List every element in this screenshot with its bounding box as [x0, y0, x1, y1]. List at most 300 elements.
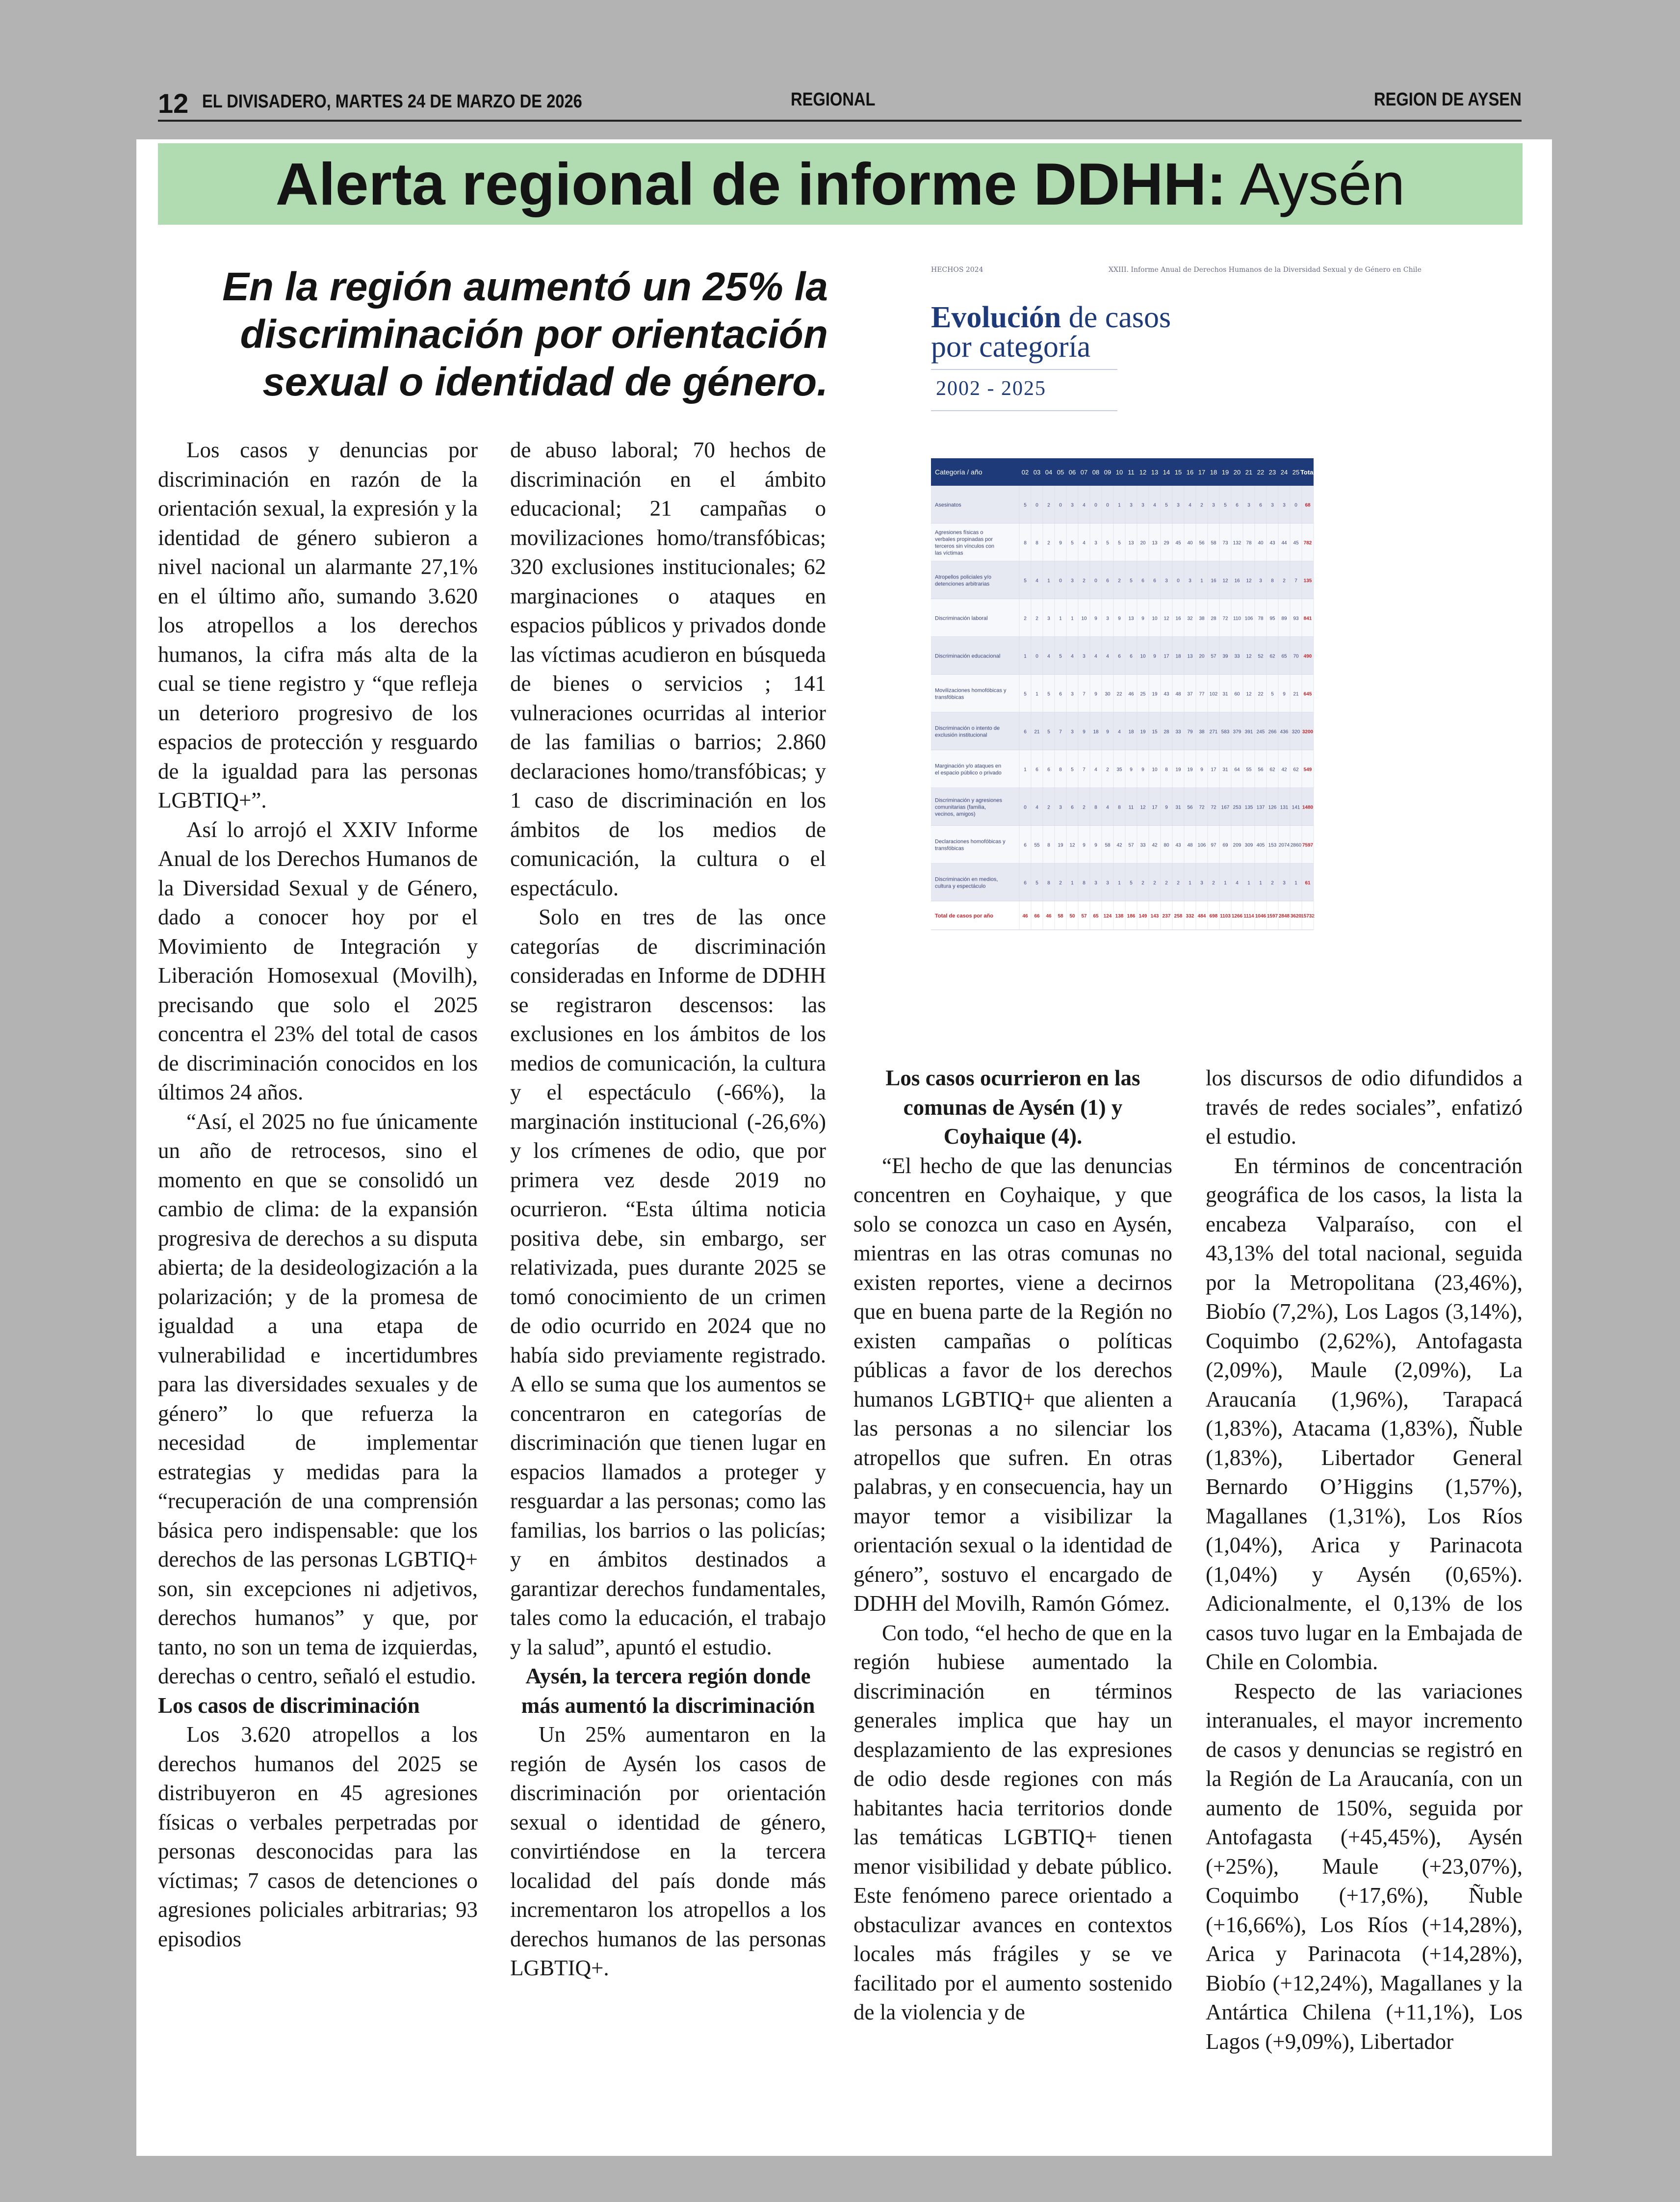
table-cell: 31 — [1222, 767, 1228, 773]
table-cell: 48 — [1187, 842, 1193, 848]
table-cell: 6 — [1059, 691, 1062, 697]
table-cell: 25 — [1140, 691, 1146, 697]
table-cell: 9 — [1094, 691, 1097, 697]
table-cell: 32 — [1187, 616, 1193, 622]
table-cell: 17 — [1211, 767, 1216, 773]
table-cell: 4 — [1083, 540, 1086, 546]
table-cell: 271 — [1209, 729, 1218, 735]
table-cell: 1 — [1047, 578, 1050, 584]
table-cell: 106 — [1197, 842, 1206, 848]
table-cell: 38 — [1199, 729, 1205, 735]
table-cell: 62 — [1293, 767, 1299, 773]
table-cell: 3 — [1212, 502, 1215, 508]
table-cell: 57 — [1128, 842, 1134, 848]
table-cell: 17 — [1163, 654, 1169, 659]
table-cell: 141 — [1292, 805, 1300, 811]
table-cell: 153 — [1268, 842, 1277, 848]
table-cell: 77 — [1199, 691, 1205, 697]
table-cell: 102 — [1209, 691, 1218, 697]
infographic-title-line2: por categoría — [931, 330, 1091, 364]
table-cell: 9 — [1059, 540, 1062, 546]
table-cell: 9 — [1118, 616, 1121, 622]
table-cell: 143 — [1150, 914, 1159, 919]
table-cell: 2848 — [1278, 914, 1290, 919]
table-cell: 5 — [1024, 578, 1027, 584]
table-cell: 3 — [1047, 616, 1050, 622]
table-cell: 11 — [1128, 805, 1134, 811]
infographic-title-rest: de casos — [1061, 301, 1171, 334]
table-cell: 1 — [1035, 691, 1038, 697]
table-row-label: verbales propinadas por — [935, 536, 993, 543]
table-corner-label: Categoría / año — [935, 468, 982, 476]
infographic-rule-2 — [931, 410, 1117, 411]
table-cell: 5 — [1271, 691, 1274, 697]
table-cell: 3 — [1283, 880, 1286, 886]
table-column-header: 06 — [1068, 469, 1076, 476]
table-row-label: comunitarias (familia, — [935, 804, 986, 811]
table-cell: 38 — [1199, 616, 1205, 622]
table-cell: 8 — [1083, 880, 1086, 886]
table-cell: 4 — [1047, 654, 1050, 659]
table-cell: 18 — [1093, 729, 1099, 735]
table-cell: 0 — [1035, 502, 1038, 508]
table-cell: 19 — [1175, 767, 1181, 773]
table-cell: 9 — [1130, 767, 1133, 773]
table-cell: 58 — [1058, 914, 1063, 919]
table-cell: 68 — [1305, 502, 1311, 508]
text-column-3 — [853, 1064, 1172, 2027]
table-cell: 3 — [1094, 540, 1097, 546]
table-row-label: detenciones arbitrarias — [935, 581, 990, 587]
table-cell: 698 — [1209, 914, 1218, 919]
table-cell: 6 — [1035, 767, 1038, 773]
table-cell: 80 — [1163, 842, 1169, 848]
paragraph: Así lo arrojó el XXIV Informe Anual de los Derechos Humanos de la Diversidad Sexual y de Género, dado a conocer hoy por el Movimiento de Integración y Liberación Homosexual (Movilh), precisando que solo el 2025 concentra el 23% del total de casos de discriminación conocidos en los últimos 24 años. — [158, 817, 478, 1104]
table-row-label: terceros sin vínculos con — [935, 543, 995, 550]
table-column-header: 04 — [1045, 469, 1053, 476]
table-cell: 5 — [1071, 540, 1074, 546]
table-cell: 1480 — [1302, 805, 1314, 811]
infographic-rule — [931, 369, 1117, 370]
table-cell: 8 — [1047, 842, 1050, 848]
table-cell: 16 — [1211, 578, 1216, 584]
table-cell: 391 — [1244, 729, 1253, 735]
table-cell: 2 — [1141, 880, 1144, 886]
paragraph: de abuso laboral; 70 hechos de discriminación en el ámbito educacional; 21 campañas o movilizaciones homo/transfóbicas; 320 exclusiones institucionales; 62 marginaciones o ataques en espacios públicos y privados donde las víctimas acudieron en búsqueda de bienes o servicios ; 141 vulneraciones ocurridas al interior de las familias o barrios; 2.860 declaraciones homo/transfóbicas; y 1 caso de discriminación en los ámbitos de los medios de comunicación, la cultura o el espectáculo. — [510, 438, 826, 900]
table-cell: 8 — [1118, 805, 1121, 811]
table-column-header: 22 — [1257, 469, 1265, 476]
infographic — [892, 257, 1495, 1022]
table-cell: 0 — [1059, 502, 1062, 508]
table-cell: 110 — [1233, 616, 1241, 622]
table-cell: 3200 — [1302, 729, 1314, 735]
table-cell: 7 — [1294, 578, 1297, 584]
table-cell: 97 — [1211, 842, 1216, 848]
table-cell: 245 — [1256, 729, 1265, 735]
table-cell: 3 — [1059, 805, 1062, 811]
table-cell: 9 — [1094, 616, 1097, 622]
table-cell: 9 — [1094, 842, 1097, 848]
paragraph: En términos de concentración geográfica de los casos, la lista la encabeza Valparaíso, con el 43,13% del total nacional, seguida por la Metropolitana (23,46%), Biobío (7,2%), Los Lagos (3,14%), Coquimbo (2,62%), Antofagasta (2,09%), Maule (2,09%), La Araucanía (1,96%), Tarapacá (1,83%), Atacama (1,83%), Ñuble (1,83%), Libertador General Bernardo O’Higgins (1,57%), Magallanes (1,31%), Los Ríos (1,04%), Arica y Parinacota (1,04%) y Aysén (0,65%). Adicionalmente, el 0,13% de los casos tuvo lugar en la Embajada de Chile en Colombia. — [1206, 1153, 1523, 1674]
table-cell: 8 — [1271, 578, 1274, 584]
table-cell: 1597 — [1266, 914, 1278, 919]
table-cell: 549 — [1303, 767, 1312, 773]
table-cell: 320 — [1292, 729, 1300, 735]
table-cell: 9 — [1283, 691, 1286, 697]
table-cell: 0 — [1024, 805, 1027, 811]
table-cell: 841 — [1303, 616, 1312, 622]
infographic-title — [931, 302, 1171, 333]
table-cell: 4 — [1094, 767, 1097, 773]
table-cell: 42 — [1116, 842, 1122, 848]
table-cell: 1 — [1259, 880, 1262, 886]
table-column-header: 23 — [1268, 469, 1276, 476]
table-cell: 2074 — [1278, 842, 1290, 848]
table-cell: 33 — [1234, 654, 1240, 659]
infographic-years: 2002 - 2025 — [936, 377, 1046, 400]
region-label: REGION DE AYSEN — [1374, 89, 1522, 110]
table-cell: 46 — [1046, 914, 1052, 919]
table-cell: 12 — [1140, 805, 1146, 811]
table-cell: 16 — [1234, 578, 1240, 584]
table-row-label: transfóbicas — [935, 694, 964, 701]
table-cell: 3 — [1247, 502, 1250, 508]
table-cell: 0 — [1177, 578, 1180, 584]
table-row-label: Discriminación y agresiones — [935, 797, 1002, 804]
table-row-label: Declaraciones homofóbicas y — [935, 839, 1006, 845]
table-cell: 6 — [1047, 767, 1050, 773]
table-row-label: vecinos, amigos) — [935, 811, 976, 817]
table-cell: 45 — [1293, 540, 1299, 546]
table-cell: 89 — [1281, 616, 1287, 622]
table-cell: 42 — [1281, 767, 1287, 773]
table-cell: 149 — [1138, 914, 1147, 919]
table-column-header: 07 — [1080, 469, 1088, 476]
table-cell: 167 — [1221, 805, 1230, 811]
table-cell: 39 — [1222, 654, 1228, 659]
table-cell: 106 — [1244, 616, 1253, 622]
table-cell: 13 — [1128, 616, 1134, 622]
table-cell: 37 — [1187, 691, 1193, 697]
table-cell: 2 — [1059, 880, 1062, 886]
table-row — [931, 750, 1314, 788]
table-cell: 60 — [1234, 691, 1240, 697]
table-cell: 56 — [1258, 767, 1264, 773]
table-cell: 44 — [1281, 540, 1287, 546]
table-column-header: 03 — [1033, 469, 1041, 476]
table-cell: 3 — [1141, 502, 1144, 508]
table-cell: 5 — [1106, 540, 1109, 546]
table-cell: 69 — [1222, 842, 1228, 848]
subheadline: En la región aumentó un 25% la discriminación por orientación sexual o identidad de género. — [222, 264, 828, 404]
table-cell: 22 — [1116, 691, 1122, 697]
table-cell: 258 — [1174, 914, 1183, 919]
table-cell: 12 — [1069, 842, 1075, 848]
table-cell: 50 — [1069, 914, 1075, 919]
table-cell: 4 — [1106, 805, 1109, 811]
table-cell: 6 — [1130, 654, 1133, 659]
table-cell: 48 — [1175, 691, 1181, 697]
infographic-tag-right: XXIII. Informe Anual de Derechos Humanos de la Diversidad Sexual y de Género en Chile — [1109, 266, 1422, 274]
table-cell: 6 — [1024, 842, 1027, 848]
table-row-label: Marginación y/o ataques en — [935, 763, 1002, 769]
paragraph: Los 3.620 atropellos a los derechos humanos del 2025 se distribuyeron en 45 agresiones físicas o verbales perpetradas por personas desconocidas para las víctimas; 7 casos de detenciones o agresiones policiales arbitrarias; 93 episodios — [158, 1722, 478, 1951]
table-cell: 57 — [1081, 914, 1087, 919]
table-cell: 10 — [1152, 767, 1158, 773]
table-cell: 8 — [1035, 540, 1038, 546]
table-cell: 12 — [1246, 654, 1252, 659]
table-cell: 0 — [1094, 502, 1097, 508]
table-cell: 237 — [1162, 914, 1171, 919]
table-cell: 6 — [1259, 502, 1262, 508]
section-heading: Los casos de discriminación — [158, 1693, 420, 1718]
table-cell: 5 — [1118, 540, 1121, 546]
header-rule — [158, 120, 1522, 122]
table-column-header: 13 — [1151, 469, 1159, 476]
paragraph: Con todo, “el hecho de que en la región hubiese aumentado la discriminación en términos generales implica que hay un desplazamiento de las expresiones de odio desde regiones con más habitantes hacia territorios donde las temáticas LGBTIQ+ tienen menor visibilidad y debate público. Este fenómeno parece orientado a obstaculizar avances en contextos locales más frágiles y se ve facilitado por el aumento sostenido de la violencia y de — [853, 1620, 1172, 2024]
infographic-tags — [931, 266, 1471, 274]
paragraph: los discursos de odio difundidos a través de redes sociales”, enfatizó el estudio. — [1206, 1066, 1523, 1149]
table-cell: 2 — [1024, 616, 1027, 622]
table-cell: 2 — [1165, 880, 1168, 886]
table-row — [931, 599, 1314, 637]
table-cell: 138 — [1115, 914, 1124, 919]
table-column-header: 24 — [1280, 469, 1288, 476]
page-number: 12 — [158, 88, 189, 119]
text-column-2 — [510, 436, 826, 1983]
table-cell: 490 — [1303, 654, 1312, 659]
table-cell: 3 — [1283, 502, 1286, 508]
table-cell: 46 — [1128, 691, 1134, 697]
table-cell: 5 — [1047, 691, 1050, 697]
cases-table — [931, 458, 1480, 993]
table-row-label: las víctimas — [935, 550, 963, 556]
table-row-label: Atropellos policiales y/o — [935, 574, 991, 580]
table-cell: 31 — [1175, 805, 1181, 811]
table-cell: 5 — [1024, 691, 1027, 697]
paragraph: Solo en tres de las once categorías de discriminación consideradas en Informe de DDHH se registraron descensos: las exclusiones en los ámbitos de los medios de comunicación, la cultura y el espectáculo (-66%), la marginación institucional (-26,6%) y los crímenes de odio, que por primera vez desde 2019 no ocurrieron. “Esta última noticia positiva debe, sin embargo, ser relativizada, pues durante 2025 se tomó conocimiento de un crimen de odio ocurrido en 2024 que no había sido previamente registrado. A ello se suma que los aumentos se concentraron en categorías de discriminación que tienen lugar en espacios llamados a proteger y resguardar a las personas; como las familias, los barrios o las policías; y en ámbitos destinados a garantizar derechos fundamentales, tales como la educación, el trabajo y la salud”, apuntó el estudio. — [510, 905, 826, 1659]
table-cell: 19 — [1058, 842, 1063, 848]
table-cell: 2 — [1212, 880, 1215, 886]
table-cell: 135 — [1244, 805, 1253, 811]
table-cell: 1 — [1200, 578, 1203, 584]
table-cell: 46 — [1022, 914, 1028, 919]
table-cell: 4 — [1189, 502, 1191, 508]
table-cell: 28 — [1211, 616, 1216, 622]
table-cell: 58 — [1105, 842, 1111, 848]
table-cell: 253 — [1233, 805, 1241, 811]
table-cell: 3 — [1094, 880, 1097, 886]
section-heading: Aysén, la tercera región donde más aumentó la discriminación — [521, 1664, 815, 1718]
table-cell: 186 — [1127, 914, 1136, 919]
table-cell: 2 — [1083, 578, 1086, 584]
table-cell: 2860 — [1290, 842, 1302, 848]
table-cell: 3 — [1271, 502, 1274, 508]
table-row — [931, 486, 1314, 524]
table-cell: 126 — [1268, 805, 1277, 811]
table-column-header: 12 — [1139, 469, 1147, 476]
table-cell: 12 — [1246, 691, 1252, 697]
table-cell: 55 — [1034, 842, 1040, 848]
table-cell: 782 — [1303, 540, 1312, 546]
table-cell: 209 — [1233, 842, 1241, 848]
table-column-header: Total — [1300, 469, 1316, 476]
table-cell: 5 — [1130, 578, 1133, 584]
table-cell: 62 — [1269, 767, 1275, 773]
table-column-header: 14 — [1163, 469, 1170, 476]
table-column-header: 17 — [1198, 469, 1206, 476]
table-cell: 379 — [1233, 729, 1241, 735]
table-cell: 72 — [1199, 805, 1205, 811]
table-row — [931, 675, 1314, 712]
table-cell: 10 — [1152, 616, 1158, 622]
table-cell: 9 — [1106, 729, 1109, 735]
table-cell: 12 — [1246, 578, 1252, 584]
table-row — [931, 864, 1314, 901]
table-cell: 15732 — [1301, 914, 1315, 919]
table-cell: 1266 — [1231, 914, 1243, 919]
table-cell: 29 — [1163, 540, 1169, 546]
table-cell: 3 — [1106, 880, 1109, 886]
table-cell: 35 — [1116, 767, 1122, 773]
table-row-label: Discriminación laboral — [935, 615, 988, 622]
text-column-1 — [158, 436, 478, 1954]
table-cell: 484 — [1197, 914, 1206, 919]
table-cell: 0 — [1094, 578, 1097, 584]
table-cell: 3 — [1189, 578, 1191, 584]
table-cell: 18 — [1128, 729, 1134, 735]
headline-bold: Alerta regional de informe DDHH: — [275, 151, 1227, 217]
table-cell: 4 — [1106, 654, 1109, 659]
section-heading: Los casos ocurrieron en las comunas de Aysén (1) y Coyhaique (4). — [885, 1066, 1140, 1149]
table-cell: 43 — [1175, 842, 1181, 848]
table-cell: 2 — [1083, 805, 1086, 811]
table-cell: 65 — [1093, 914, 1099, 919]
table-cell: 3 — [1177, 502, 1180, 508]
table-cell: 12 — [1163, 616, 1169, 622]
table-cell: 9 — [1141, 616, 1144, 622]
table-cell: 1 — [1189, 880, 1191, 886]
table-cell: 78 — [1246, 540, 1252, 546]
table-cell: 4 — [1035, 805, 1038, 811]
table-column-header: 09 — [1104, 469, 1111, 476]
table-cell: 1 — [1071, 616, 1074, 622]
table-cell: 30 — [1105, 691, 1111, 697]
table-cell: 4 — [1153, 502, 1156, 508]
table-row — [931, 561, 1314, 599]
table-column-header: 16 — [1186, 469, 1194, 476]
page-header — [158, 83, 1522, 121]
table-cell: 2 — [1047, 502, 1050, 508]
table-cell: 5 — [1165, 502, 1168, 508]
table-cell: 33 — [1175, 729, 1181, 735]
table-cell: 72 — [1211, 805, 1216, 811]
table-cell: 70 — [1293, 654, 1299, 659]
table-column-header: 02 — [1021, 469, 1029, 476]
table-cell: 10 — [1140, 654, 1146, 659]
table-cell: 0 — [1294, 502, 1297, 508]
table-cell: 4 — [1118, 729, 1121, 735]
table-cell: 19 — [1140, 729, 1146, 735]
table-cell: 4 — [1083, 502, 1086, 508]
table-cell: 1 — [1059, 616, 1062, 622]
table-cell: 6 — [1153, 578, 1156, 584]
table-cell: 4 — [1236, 880, 1239, 886]
table-column-header: 20 — [1233, 469, 1241, 476]
table-cell: 58 — [1211, 540, 1216, 546]
table-cell: 7 — [1083, 691, 1086, 697]
paragraph: Un 25% aumentaron en la región de Aysén los casos de discriminación por orientación sexual o identidad de género, convirtiéndose en la tercera localidad del país donde más incrementaron los atropellos a los derechos humanos de las personas LGBTIQ+. — [510, 1722, 826, 1980]
table-cell: 3 — [1071, 729, 1074, 735]
table-cell: 78 — [1258, 616, 1264, 622]
table-cell: 10 — [1081, 616, 1087, 622]
table-cell: 1 — [1247, 880, 1250, 886]
table-cell: 6 — [1236, 502, 1239, 508]
table-cell: 137 — [1256, 805, 1265, 811]
table-cell: 436 — [1280, 729, 1289, 735]
table-cell: 2 — [1271, 880, 1274, 886]
table-cell: 16 — [1175, 616, 1181, 622]
table-cell: 3 — [1259, 578, 1262, 584]
headline-banner — [158, 143, 1523, 225]
table-cell: 1 — [1118, 880, 1121, 886]
table-cell: 19 — [1187, 767, 1193, 773]
table-column-header: 18 — [1210, 469, 1217, 476]
table-cell: 95 — [1269, 616, 1275, 622]
table-cell: 9 — [1153, 654, 1156, 659]
table-cell: 40 — [1258, 540, 1264, 546]
table-cell: 4 — [1094, 654, 1097, 659]
table-cell: 21 — [1034, 729, 1040, 735]
table-row-label: Asesinatos — [935, 502, 961, 508]
table-cell: 6 — [1106, 578, 1109, 584]
table-cell: 7 — [1083, 767, 1086, 773]
paragraph: “Así, el 2025 no fue únicamente un año de retrocesos, sino el momento en que se consolidó un cambio de clima: de la expansión progresiva de derechos a su disputa abierta; de la desideologización a la polarización; y de la promesa de igualdad a una etapa de vulnerabilidad e incertidumbres para las diversidades sexuales y de género” lo que refuerza la necesidad de implementar estrategias y medidas para la “recuperación de una comprensión básica pero indispensable: que los derechos de las personas LGBTIQ+ son, sin excepciones ni adjetivos, derechos humanos” y que, por tanto, no son un tema de izquierdas, derechas o centro, señaló el estudio. — [158, 1109, 478, 1688]
table-cell: 20 — [1199, 654, 1205, 659]
paragraph: Respecto de las variaciones interanuales, el mayor incremento de casos y denuncias se registró en la Región de La Araucanía, con un aumento de 150%, seguida por Antofagasta (+45,45%), Aysén (+25%), Maule (+23,07%), Coquimbo (+17,6%), Ñuble (+16,66%), Los Ríos (+14,28%), Arica y Parinacota (+14,28%), Biobío (+12,24%), Magallanes y la Antártica Chilena (+11,1%), Los Lagos (+9,09%), Libertador — [1206, 1678, 1523, 2054]
table-cell: 2 — [1283, 578, 1286, 584]
table-cell: 6 — [1071, 805, 1074, 811]
table-cell: 43 — [1269, 540, 1275, 546]
table-cell: 332 — [1186, 914, 1194, 919]
table-cell: 3 — [1071, 578, 1074, 584]
table-cell: 64 — [1234, 767, 1240, 773]
table-cell: 9 — [1141, 767, 1144, 773]
table-column-header: 19 — [1221, 469, 1229, 476]
table-cell: 2 — [1047, 805, 1050, 811]
table-cell: 52 — [1258, 654, 1264, 659]
table-cell: 13 — [1187, 654, 1193, 659]
table-cell: 31 — [1222, 691, 1228, 697]
table-cell: 124 — [1103, 914, 1112, 919]
table-cell: 2 — [1153, 880, 1156, 886]
table-cell: 6 — [1024, 880, 1027, 886]
table-cell: 1 — [1024, 767, 1027, 773]
table-column-header: 21 — [1245, 469, 1253, 476]
table-cell: 3620 — [1290, 914, 1302, 919]
headline-light: Aysén — [1226, 151, 1405, 217]
article-sheet — [136, 139, 1552, 2156]
table-cell: 5 — [1130, 880, 1133, 886]
table-row-label: Discriminación educacional — [935, 653, 1001, 659]
table-row-label: Movilizaciones homofóbicas y — [935, 687, 1007, 694]
table-cell: 131 — [1280, 805, 1289, 811]
table-cell: 19 — [1152, 691, 1158, 697]
table-row-label: Discriminación o intento de — [935, 725, 1000, 732]
table-cell: 56 — [1199, 540, 1205, 546]
table-cell: 6 — [1118, 654, 1121, 659]
table-row-label: transfóbicas — [935, 845, 964, 852]
